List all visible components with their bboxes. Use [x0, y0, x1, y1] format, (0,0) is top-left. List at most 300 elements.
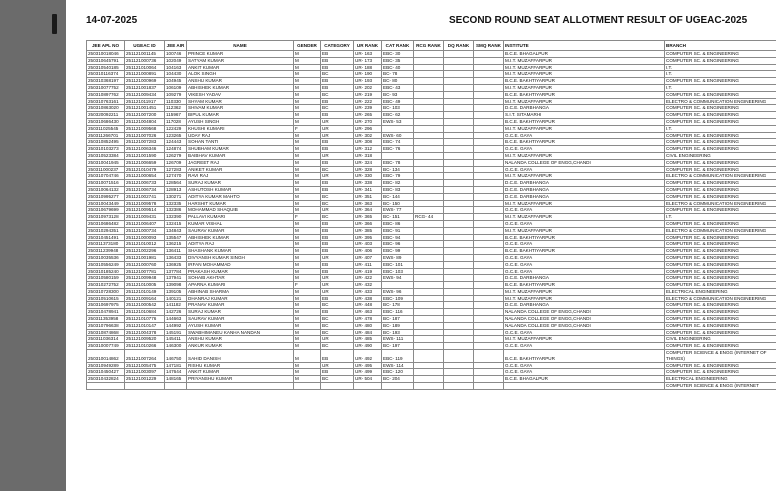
cell-branch: COMPUTER SC. & ENGINEERING — [665, 112, 776, 119]
cell-smq-rank — [474, 248, 504, 255]
cell-branch: COMPUTER SCIENCE & ENGG (INTERNET OF THINGS) — [665, 350, 776, 363]
cell-cat-rank: EBC- 94 — [382, 234, 414, 241]
cell-institute: G.C.E. GAYA — [504, 329, 665, 336]
cell-category: EB — [321, 261, 354, 268]
cell-name: SOHAN TANTI — [187, 139, 294, 146]
cell-gender: M — [294, 146, 321, 153]
cell-institute: M.I.T. MUZAFFARPUR — [504, 98, 665, 105]
cell-jee-apl-no: 250310874868 — [87, 329, 125, 336]
cell-ugeac-id: 251121000736 — [125, 57, 165, 64]
cell-dq-rank — [444, 207, 474, 214]
cell-jee-apl-no: 250310432824 — [87, 376, 125, 383]
cell-branch: COMPUTER SC. & ENGINEERING — [665, 248, 776, 255]
cell-cat-rank: BC- 78 — [382, 71, 414, 78]
table-row — [87, 275, 776, 282]
cell-smq-rank — [474, 295, 504, 302]
cell-branch: COMPUTER SC. & ENGINEERING — [665, 241, 776, 248]
table-row — [87, 166, 776, 173]
cell-branch: COMPUTER SC. & ENGINEERING — [665, 220, 776, 227]
cell-branch: ELECTRO & COMMUNICATION ENGINEERING — [665, 98, 776, 105]
cell-branch: COMPUTER SC. & ENGINEERING — [665, 207, 776, 214]
cell-rcg-rank — [414, 207, 444, 214]
table-row — [87, 248, 776, 255]
cell-ur-rank: UR- 490 — [354, 343, 382, 350]
cell-jee-air: 136925 — [165, 261, 187, 268]
table-row — [87, 139, 776, 146]
cell-smq-rank — [474, 125, 504, 132]
cell-ur-rank: UR- 495 — [354, 362, 382, 369]
cell-institute: D.C.E. DARBHANGA — [504, 180, 665, 187]
table-body — [87, 51, 776, 390]
cell-ugeac-id: 251121000734 — [125, 227, 165, 234]
cell-branch: COMPUTER SC. & ENGINEERING — [665, 78, 776, 85]
cell-rcg-rank — [414, 288, 444, 295]
cell-rcg-rank — [414, 193, 444, 200]
cell-rcg-rank — [414, 336, 444, 343]
cell-institute: M.I.T. MUZAFFARPUR — [504, 214, 665, 221]
cell-rcg-rank — [414, 282, 444, 289]
cell-dq-rank — [444, 146, 474, 153]
cell-institute: M.I.T. MUZAFFARPUR — [504, 295, 665, 302]
cell-ur-rank: UR- 239 — [354, 105, 382, 112]
cell-ugeac-id: 251121001981 — [125, 254, 165, 261]
cell-rcg-rank — [414, 227, 444, 234]
cell-gender: M — [294, 207, 321, 214]
cell-ugeac-id: 251121007264 — [125, 350, 165, 363]
cell-smq-rank — [474, 98, 504, 105]
cell-gender: M — [294, 254, 321, 261]
cell-jee-air: 104945 — [165, 78, 187, 85]
cell-dq-rank — [444, 51, 474, 58]
cell-institute: B.C.E. BAKHTIYARPUR — [504, 91, 665, 98]
cell-branch: COMPUTER SC. & ENGINEERING — [665, 146, 776, 153]
table-row — [87, 329, 776, 336]
cell-cat-rank: EWS- 89 — [382, 254, 414, 261]
cell-cat-rank: EWS- 96 — [382, 288, 414, 295]
cell-dq-rank — [444, 261, 474, 268]
cell-dq-rank — [444, 214, 474, 221]
table-row — [87, 98, 776, 105]
cell-ugeac-id: 251121006734 — [125, 186, 165, 193]
cell-cat-rank: BC- 151 — [382, 214, 414, 221]
cell-ugeac-id: 251121009948 — [125, 275, 165, 282]
cell-ur-rank: UR- 193 — [354, 78, 382, 85]
cell-category: EB — [321, 146, 354, 153]
cell-jee-air: 128564 — [165, 180, 187, 187]
cell-jee-air: 144663 — [165, 316, 187, 323]
cell-cat-rank: EWS- 94 — [382, 275, 414, 282]
cell-name: SHASHANK KUMAR — [187, 248, 294, 255]
cell-jee-air: 124443 — [165, 139, 187, 146]
cell-rcg-rank — [414, 51, 444, 58]
cell-cat-rank: EBC- 99 — [382, 248, 414, 255]
cell-category: EB — [321, 295, 354, 302]
cell-category: EB — [321, 159, 354, 166]
cell-jee-apl-no: 250310949289 — [87, 362, 125, 369]
cell-branch: ELECTRO & COMMUNICATION ENGINEERING — [665, 200, 776, 207]
cell-jee-air: 122429 — [165, 125, 187, 132]
cell-cat-rank: EBC- 96 — [382, 241, 414, 248]
table-row — [87, 57, 776, 64]
cell-rcg-rank — [414, 98, 444, 105]
cell-category: BC — [321, 322, 354, 329]
cell-ugeac-id: 251121010149 — [125, 288, 165, 295]
cell-ugeac-id: 251121009520 — [125, 336, 165, 343]
cell-cat-rank: BC- 193 — [382, 329, 414, 336]
table-row — [87, 282, 776, 289]
col-gender: GENDER — [294, 41, 321, 51]
cell-name: PRANAV KUMAR — [187, 302, 294, 309]
cell-jee-air: 135547 — [165, 234, 187, 241]
cell-category: EB — [321, 369, 354, 376]
cell-jee-air: 106109 — [165, 84, 187, 91]
cell-ugeac-id: 251121004804 — [125, 118, 165, 125]
cell-cat-rank: EBC- 119 — [382, 350, 414, 363]
cell-ur-rank: UR- 364 — [354, 207, 382, 214]
cell-name: AYUSH KUMAR — [187, 322, 294, 329]
cell-branch: I.T. — [665, 64, 776, 71]
cell-branch: COMPUTER SC. & ENGINEERING — [665, 132, 776, 139]
viewer-scrollbar[interactable] — [0, 0, 66, 491]
cell-rcg-rank — [414, 369, 444, 376]
cell-institute: M.I.T. MUZAFFARPUR — [504, 336, 665, 343]
cell-branch: COMPUTER SC. & ENGINEERING — [665, 362, 776, 369]
cell-rcg-rank — [414, 295, 444, 302]
cell-name: PALLAVI KUMARI — [187, 214, 294, 221]
cell-cat-rank: EWS- 53 — [382, 118, 414, 125]
cell-rcg-rank — [414, 125, 444, 132]
cell-rcg-rank — [414, 139, 444, 146]
cell-jee-air: 104163 — [165, 64, 187, 71]
cell-ur-rank: UR- 365 — [354, 214, 382, 221]
cell-category: UR — [321, 362, 354, 369]
cell-institute: B.C.E. BHAGALPUR — [504, 51, 665, 58]
cell-rcg-rank — [414, 78, 444, 85]
col-jee-apl-no: JEE APL NO — [87, 41, 125, 51]
cell-jee-air: 124874 — [165, 146, 187, 153]
cell-gender: M — [294, 241, 321, 248]
col-rcg-rank: RCG RANK — [414, 41, 444, 51]
cell-gender: M — [294, 200, 321, 207]
cell-jee-apl-no: 250310704746 — [87, 173, 125, 180]
cell-cat-rank: EBC- 109 — [382, 295, 414, 302]
cell-cat-rank: BC- 204 — [382, 376, 414, 383]
cell-category: BC — [321, 105, 354, 112]
cell-ur-rank: UR- 363 — [354, 200, 382, 207]
table-row — [87, 268, 776, 275]
cell-gender: M — [294, 159, 321, 166]
cell-jee-air — [165, 383, 187, 390]
cell-name: SOHAIB AKHTAR — [187, 275, 294, 282]
cell-institute: G.C.E. GAYA — [504, 254, 665, 261]
cell-smq-rank — [474, 241, 504, 248]
cell-dq-rank — [444, 248, 474, 255]
cell-rcg-rank — [414, 254, 444, 261]
cell-category: BC — [321, 316, 354, 323]
cell-cat-rank: EBC- 103 — [382, 268, 414, 275]
cell-cat-rank: BC- 80 — [382, 78, 414, 85]
cell-smq-rank — [474, 288, 504, 295]
cell-jee-air: 146750 — [165, 350, 187, 363]
cell-jee-apl-no: 250310556249 — [87, 261, 125, 268]
cell-ugeac-id: 251121007026 — [125, 132, 165, 139]
cell-institute: M.I.T. MUZAFFARPUR — [504, 173, 665, 180]
cell-rcg-rank — [414, 220, 444, 227]
cell-ur-rank: UR- 173 — [354, 57, 382, 64]
cell-jee-apl-no: 250310697975 — [87, 302, 125, 309]
cell-name: ADITYA RAJ — [187, 241, 294, 248]
cell-gender: M — [294, 57, 321, 64]
cell-jee-apl-no: 250311373180 — [87, 241, 125, 248]
cell-cat-rank: EWS- 60 — [382, 132, 414, 139]
cell-name — [187, 383, 294, 390]
cell-institute: B.C.E. BAKHTIYARPUR — [504, 139, 665, 146]
cell-cat-rank: EBC- 76 — [382, 146, 414, 153]
cell-category: EB — [321, 51, 354, 58]
cell-gender: M — [294, 105, 321, 112]
cell-dq-rank — [444, 350, 474, 363]
cell-rcg-rank — [414, 350, 444, 363]
cell-dq-rank — [444, 125, 474, 132]
cell-ur-rank: UR- 411 — [354, 261, 382, 268]
cell-ugeac-id: 251121009434 — [125, 91, 165, 98]
cell-gender: M — [294, 132, 321, 139]
cell-category: EB — [321, 268, 354, 275]
cell-gender: M — [294, 288, 321, 295]
cell-gender: M — [294, 329, 321, 336]
cell-jee-apl-no: 250310116374 — [87, 71, 125, 78]
cell-name: ANKIT KUMAR — [187, 369, 294, 376]
cell-jee-apl-no: 250310035536 — [87, 254, 125, 261]
cell-ur-rank: UR- 422 — [354, 275, 382, 282]
cell-ugeac-id: 251121000891 — [125, 71, 165, 78]
table-row — [87, 295, 776, 302]
cell-branch: ELECTRICAL ENGINEERING — [665, 376, 776, 383]
cell-rcg-rank — [414, 376, 444, 383]
table-row — [87, 309, 776, 316]
cell-smq-rank — [474, 193, 504, 200]
cell-cat-rank — [382, 383, 414, 390]
cell-institute: G.C.E. GAYA — [504, 207, 665, 214]
cell-dq-rank — [444, 186, 474, 193]
cell-branch: COMPUTER SC. & ENGINEERING — [665, 309, 776, 316]
cell-smq-rank — [474, 71, 504, 78]
cell-smq-rank — [474, 166, 504, 173]
cell-smq-rank — [474, 146, 504, 153]
cell-jee-apl-no: 250310645791 — [87, 57, 125, 64]
cell-category: EB — [321, 234, 354, 241]
cell-ur-rank: UR- 318 — [354, 152, 382, 159]
cell-jee-air: 117028 — [165, 118, 187, 125]
cell-rcg-rank — [414, 64, 444, 71]
cell-dq-rank — [444, 268, 474, 275]
table-row — [87, 118, 776, 125]
cell-smq-rank — [474, 91, 504, 98]
cell-cat-rank: EBC- 74 — [382, 139, 414, 146]
cell-ur-rank: UR- 492 — [354, 350, 382, 363]
cell-ur-rank: UR- 432 — [354, 282, 382, 289]
cell-jee-apl-no: 250310973128 — [87, 214, 125, 221]
cell-category: BC — [321, 376, 354, 383]
cell-dq-rank — [444, 91, 474, 98]
cell-smq-rank — [474, 350, 504, 363]
cell-institute: D.C.E. DARBHANGA — [504, 105, 665, 112]
scrollbar-thumb[interactable] — [52, 14, 57, 34]
cell-smq-rank — [474, 207, 504, 214]
cell-institute: B.C.E. BAKHTIYARPUR — [504, 78, 665, 85]
cell-name: RAVI RAJ — [187, 173, 294, 180]
cell-rcg-rank — [414, 166, 444, 173]
cell-ur-rank: UR- 265 — [354, 112, 382, 119]
cell-gender: M — [294, 91, 321, 98]
cell-smq-rank — [474, 234, 504, 241]
cell-name: AYUSH SINGH — [187, 118, 294, 125]
cell-name: ALOK SINGH — [187, 71, 294, 78]
cell-ugeac-id: 251121004378 — [125, 329, 165, 336]
cell-rcg-rank — [414, 302, 444, 309]
cell-ugeac-id: 251121010064 — [125, 64, 165, 71]
cell-cat-rank: EBC- 35 — [382, 57, 414, 64]
cell-jee-air: 126279 — [165, 152, 187, 159]
cell-branch: COMPUTER SC. & ENGINEERING — [665, 186, 776, 193]
cell-branch: I.T. — [665, 214, 776, 221]
cell-rcg-rank — [414, 329, 444, 336]
cell-category: BC — [321, 166, 354, 173]
cell-jee-apl-no: 250310478941 — [87, 309, 125, 316]
cell-dq-rank — [444, 132, 474, 139]
cell-gender: M — [294, 234, 321, 241]
cell-institute: M.I.T. MUZAFFARPUR — [504, 64, 665, 71]
cell-smq-rank — [474, 180, 504, 187]
cell-jee-air: 145191 — [165, 329, 187, 336]
cell-institute: M.I.T. MUZAFFARPUR — [504, 227, 665, 234]
report-title: SECOND ROUND SEAT ALLOTMENT RESULT OF UGEAC-2025 — [449, 15, 748, 26]
cell-jee-apl-no: 250310041945 — [87, 159, 125, 166]
table-row — [87, 227, 776, 234]
cell-category: BC — [321, 329, 354, 336]
cell-category: UR — [321, 173, 354, 180]
cell-gender: M — [294, 173, 321, 180]
cell-smq-rank — [474, 275, 504, 282]
document-page — [66, 0, 776, 491]
cell-institute: G.C.E. GAYA — [504, 166, 665, 173]
cell-ugeac-id: 251121006659 — [125, 159, 165, 166]
cell-institute: G.C.E. GAYA — [504, 220, 665, 227]
cell-ur-rank: UR- 504 — [354, 376, 382, 383]
cell-gender: M — [294, 309, 321, 316]
cell-rcg-rank — [414, 234, 444, 241]
cell-ugeac-id: 251121007283 — [125, 139, 165, 146]
cell-branch: COMPUTER SCIENCE & ENGG (INTERNET — [665, 383, 776, 390]
cell-ur-rank: UR- 385 — [354, 227, 382, 234]
cell-rcg-rank — [414, 343, 444, 350]
table-row — [87, 316, 776, 323]
cell-branch: CIVIL ENGINEERING — [665, 336, 776, 343]
cell-smq-rank — [474, 105, 504, 112]
cell-jee-air: 146300 — [165, 343, 187, 350]
table-row — [87, 51, 776, 58]
cell-ur-rank: UR- 312 — [354, 146, 382, 153]
cell-smq-rank — [474, 139, 504, 146]
cell-institute: M.I.T. MUZAFFARPUR — [504, 288, 665, 295]
cell-name: UDAY RAJ — [187, 132, 294, 139]
table-row — [87, 241, 776, 248]
cell-dq-rank — [444, 112, 474, 119]
cell-jee-apl-no: 250310510615 — [87, 295, 125, 302]
cell-jee-apl-no: 250310103273 — [87, 146, 125, 153]
cell-cat-rank — [382, 152, 414, 159]
cell-jee-air: 100746 — [165, 51, 187, 58]
cell-jee-air: 110330 — [165, 98, 187, 105]
cell-dq-rank — [444, 152, 474, 159]
cell-rcg-rank — [414, 71, 444, 78]
table-row — [87, 125, 776, 132]
cell-branch: COMPUTER SC. & ENGINEERING — [665, 91, 776, 98]
cell-dq-rank — [444, 369, 474, 376]
cell-ugeac-id: 251121001451 — [125, 105, 165, 112]
cell-jee-air: 127283 — [165, 166, 187, 173]
cell-institute: S.I.T. SITAMARHI — [504, 112, 665, 119]
cell-jee-air: 112362 — [165, 105, 187, 112]
cell-smq-rank — [474, 376, 504, 383]
cell-smq-rank — [474, 369, 504, 376]
cell-smq-rank — [474, 78, 504, 85]
cell-institute: B.C.E. BAKHTIYARPUR — [504, 234, 665, 241]
cell-category: UR — [321, 207, 354, 214]
cell-smq-rank — [474, 132, 504, 139]
cell-ur-rank: UR- 480 — [354, 322, 382, 329]
cell-cat-rank: EBC- 79 — [382, 173, 414, 180]
cell-ugeac-id: 251121002296 — [125, 248, 165, 255]
col-institute: INSTITUTE — [504, 41, 665, 51]
cell-smq-rank — [474, 302, 504, 309]
cell-jee-air: 127470 — [165, 173, 187, 180]
cell-ugeac-id: 251121007781 — [125, 268, 165, 275]
cell-cat-rank: EBC- 62 — [382, 112, 414, 119]
cell-rcg-rank — [414, 112, 444, 119]
cell-jee-air: 104430 — [165, 71, 187, 78]
table-row — [87, 383, 776, 390]
cell-ur-rank: UR- 406 — [354, 248, 382, 255]
cell-gender: M — [294, 362, 321, 369]
cell-jee-air: 132390 — [165, 214, 187, 221]
cell-jee-apl-no: 250310014862 — [87, 350, 125, 363]
cell-category: EB — [321, 227, 354, 234]
cell-rcg-rank — [414, 241, 444, 248]
cell-gender: M — [294, 166, 321, 173]
cell-rcg-rank — [414, 248, 444, 255]
cell-dq-rank — [444, 316, 474, 323]
cell-name: BIPUL KUMAR — [187, 112, 294, 119]
cell-smq-rank — [474, 173, 504, 180]
cell-jee-air: 136215 — [165, 241, 187, 248]
cell-jee-air: 137784 — [165, 268, 187, 275]
cell-jee-air: 134843 — [165, 227, 187, 234]
cell-ur-rank: UR- 485 — [354, 336, 382, 343]
cell-ugeac-id: 251121007200 — [125, 112, 165, 119]
cell-cat-rank — [382, 282, 414, 289]
cell-rcg-rank — [414, 322, 444, 329]
cell-rcg-rank: RCG- 44 — [414, 214, 444, 221]
cell-rcg-rank — [414, 309, 444, 316]
cell-name: ABHISHEK KUMAR — [187, 234, 294, 241]
cell-ur-rank: UR- 296 — [354, 125, 382, 132]
cell-jee-apl-no: 250310796638 — [87, 322, 125, 329]
cell-dq-rank — [444, 180, 474, 187]
table-row — [87, 152, 776, 159]
cell-dq-rank — [444, 64, 474, 71]
table-row — [87, 193, 776, 200]
